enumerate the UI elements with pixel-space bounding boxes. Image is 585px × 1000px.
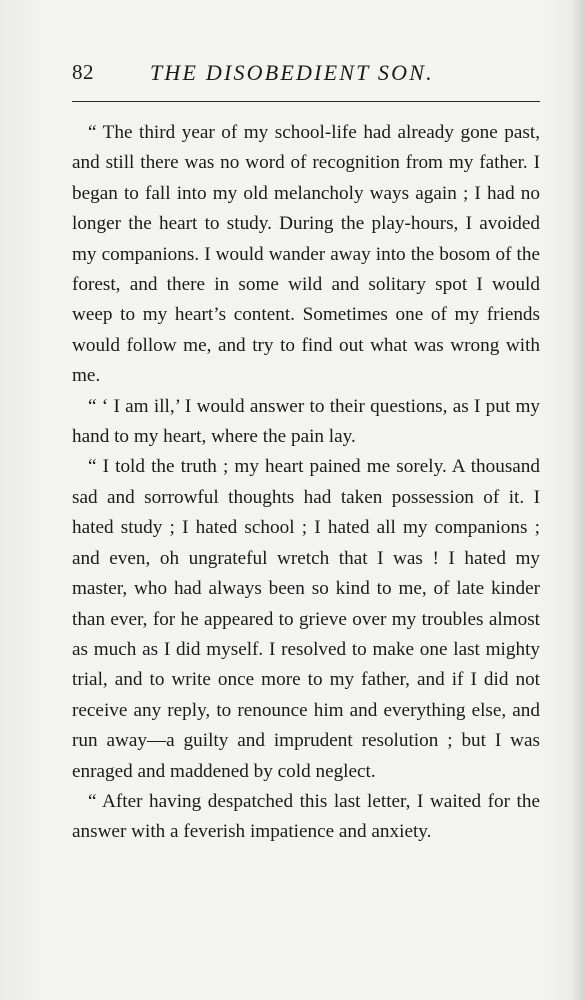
page-edge-shadow xyxy=(571,0,585,1000)
paragraph: “ ‘ I am ill,’ I would answer to their questions, as I put my hand to my heart, where the pain lay. xyxy=(72,395,540,448)
paragraph: “ After having despatched this last letter, I waited for the answer with a feverish impatience and anxiety. xyxy=(72,790,540,843)
page-number: 82 xyxy=(72,60,94,84)
body-text xyxy=(72,118,540,848)
running-title: THE DISOBEDIENT SON. xyxy=(150,60,434,85)
running-header xyxy=(72,56,542,96)
paragraph: “ The third year of my school-life had already gone past, and still there was no word of recognition from my father. I began to fall into my old melancholy ways again ; I had no longer the heart to study. During the play-hours, I avoided my companions. I would wander away into the bosom of the forest, and there in some wild and solitary spot I would weep to my heart’s content. Sometimes one of my friends would follow me, and try to find out what was wrong with me. xyxy=(72,122,540,387)
header-rule xyxy=(72,101,540,102)
paragraph: “ I told the truth ; my heart pained me sorely. A thousand sad and sorrowful thoughts had taken possession of it. I hated study ; I hated school ; I hated all my companions ; and even, oh ungrateful wretch that I was ! I hated my master, who had always been so kind to me, of late kinder than ever, for he appeared to grieve over my troubles almost as much as I did myself. I resolved to make one last mighty trial, and to write once more to my father, and if I did not receive any reply, to renounce him and everything else, and run away—a guilty and imprudent resolution ; but I was enraged and maddened by cold neglect. xyxy=(72,456,540,782)
